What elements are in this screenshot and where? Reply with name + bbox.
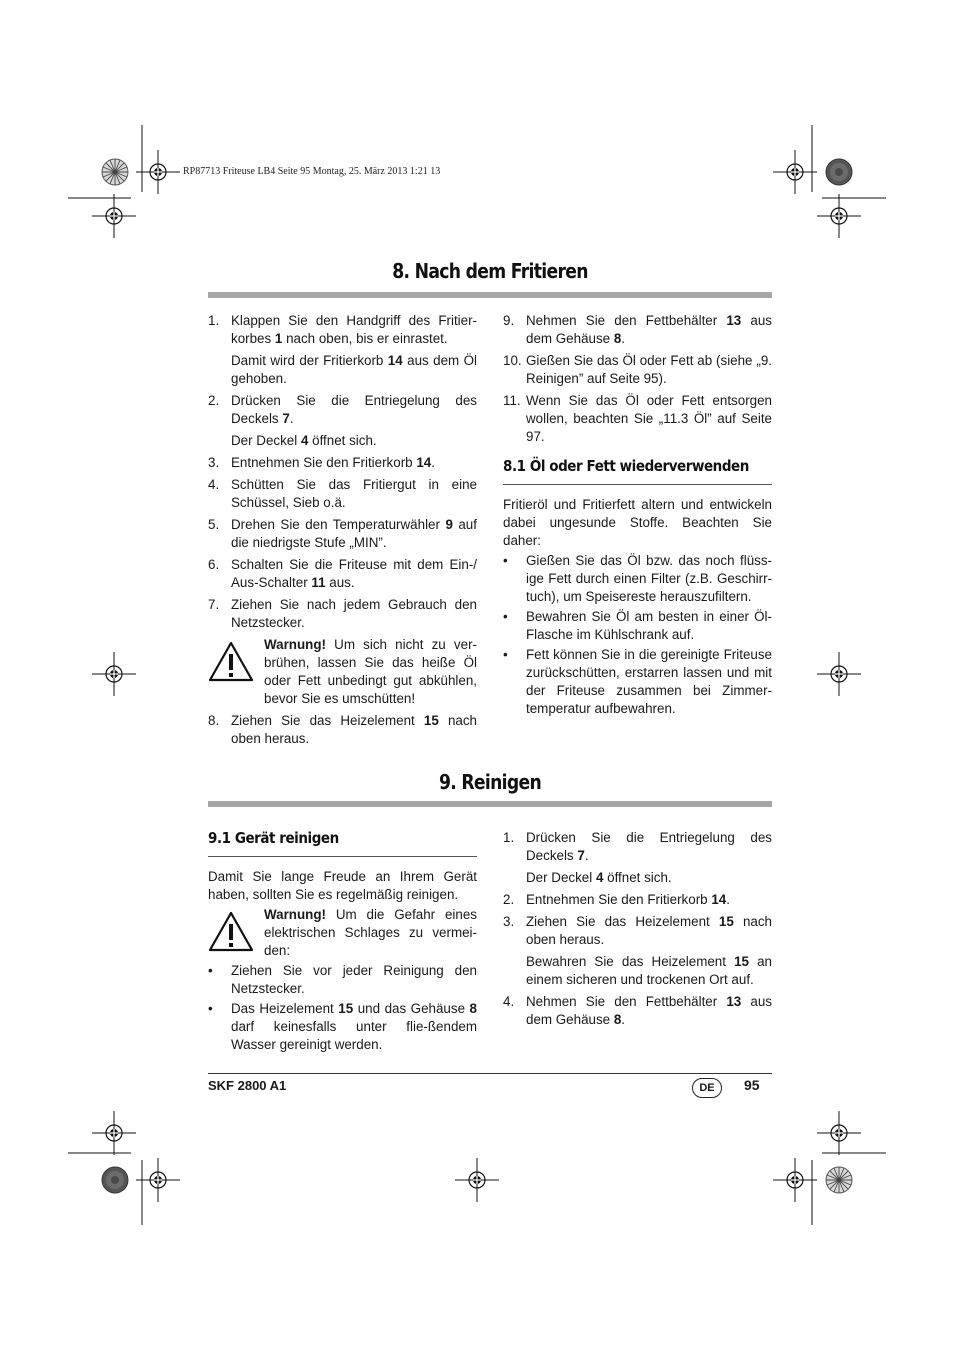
step-number: 2. <box>503 892 515 907</box>
section-9-right-column <box>503 829 772 1029</box>
step-text: Nehmen Sie den Fettbehälter 13 aus dem Gehäuse 8. <box>526 313 773 346</box>
step-3-note: Bewahren Sie das Heizelement 15 an einem sicheren und trockenen Ort auf. <box>526 954 772 987</box>
step-text: Entnehmen Sie den Fritierkorb 14. <box>231 455 435 470</box>
step-number: 7. <box>208 597 220 612</box>
step-text: Drehen Sie den Temperaturwähler 9 auf die niedrigste Stufe „MIN”. <box>231 517 477 550</box>
bullet-item <box>503 646 772 718</box>
footer-rule <box>208 1073 772 1074</box>
step-3 <box>208 454 477 472</box>
warning-block <box>208 906 477 960</box>
step-text: Schütten Sie das Fritiergut in eine Schüssel, Sieb o.ä. <box>231 477 477 510</box>
step-number: 3. <box>503 914 515 929</box>
step-2 <box>208 392 477 428</box>
subsection-8-1-rule <box>503 484 772 485</box>
step-text: Ziehen Sie das Heizelement 15 nach oben heraus. <box>231 713 477 746</box>
bullet-glyph: • <box>503 553 508 568</box>
section-9-left-column <box>208 868 477 1054</box>
step-text: Schalten Sie die Friteuse mit dem Ein-/ Aus-Schalter 11 aus. <box>231 557 477 590</box>
step-1 <box>208 312 477 348</box>
bullet-glyph: • <box>208 963 213 978</box>
step-number: 2. <box>208 393 220 408</box>
paragraph: Damit Sie lange Freude an Ihrem Gerät haben, sollten Sie es regelmäßig reinigen. <box>208 869 477 902</box>
step-8 <box>208 712 477 748</box>
step-1-note: Damit wird der Fritierkorb 14 aus dem Öl gehoben. <box>231 353 477 386</box>
step-3 <box>503 913 772 949</box>
bullet-text: Ziehen Sie vor jeder Reinigung den Netzstecker. <box>231 963 477 996</box>
step-number: 6. <box>208 557 220 572</box>
step-number: 10. <box>503 353 522 368</box>
step-number: 4. <box>503 994 515 1009</box>
section-9-rule <box>208 801 772 807</box>
step-text: Drücken Sie die Entriegelung des Deckels 7. <box>231 393 477 426</box>
bullet-text: Fett können Sie in die gereinigte Friteuse zurückschütten, erstarren lassen und mit der Friteuse zusammen bei Zimmer-temperatur aufbewahren. <box>526 647 772 716</box>
bullet-text: Gießen Sie das Öl bzw. das noch flüss-ige Fett durch einen Filter (z.B. Geschirr-tuch), um Speisereste herauszufiltern. <box>526 553 772 604</box>
bullet-glyph: • <box>503 609 508 624</box>
bullet-glyph: • <box>208 1001 213 1016</box>
warning-text: Warnung! Um sich nicht zu ver-brühen, lassen Sie das heiße Öl oder Fett unbedingt gut abkühlen, bevor Sie es umschütten! <box>264 637 477 706</box>
bullet-text: Bewahren Sie Öl am besten in einer Öl-Flasche im Kühlschrank auf. <box>526 609 772 642</box>
step-4 <box>208 476 477 512</box>
step-9 <box>503 312 772 348</box>
step-text: Gießen Sie das Öl oder Fett ab (siehe „9. Reinigen” auf Seite 95). <box>526 353 772 386</box>
step-number: 3. <box>208 455 220 470</box>
subsection-8-1-title: 8.1 Öl oder Fett wiederverwenden <box>503 457 749 475</box>
step-number: 8. <box>208 713 220 728</box>
step-2 <box>503 891 772 909</box>
model-number: SKF 2800 A1 <box>208 1078 287 1093</box>
step-text: Nehmen Sie den Fettbehälter 13 aus dem Gehäuse 8. <box>526 994 773 1027</box>
section-8-rule <box>208 292 772 298</box>
step-6 <box>208 556 477 592</box>
step-2-note: Der Deckel 4 öffnet sich. <box>231 433 377 448</box>
step-5 <box>208 516 477 552</box>
warning-icon <box>208 910 254 952</box>
section-8-right-column <box>503 312 772 446</box>
step-number: 1. <box>208 313 220 328</box>
step-number: 9. <box>503 313 515 328</box>
bullet-item <box>208 1000 477 1054</box>
step-4 <box>503 993 772 1029</box>
step-number: 1. <box>503 830 515 845</box>
step-7 <box>208 596 477 632</box>
warning-text: Warnung! Um die Gefahr eines elektrischen Schlages zu vermei-den: <box>264 907 477 958</box>
print-slug: RP87713 Friteuse LB4 Seite 95 Montag, 25. März 2013 1:21 13 <box>183 166 441 177</box>
warning-icon <box>208 640 254 682</box>
step-10 <box>503 352 772 388</box>
language-badge: DE <box>692 1078 722 1098</box>
step-number: 11. <box>503 393 521 408</box>
subsection-8-1-body <box>503 496 772 718</box>
step-11 <box>503 392 772 446</box>
step-text: Drücken Sie die Entriegelung des Deckels 7. <box>526 830 772 863</box>
bullet-item <box>503 552 772 606</box>
subsection-9-1-title: 9.1 Gerät reinigen <box>208 829 339 847</box>
step-text: Ziehen Sie nach jedem Gebrauch den Netzstecker. <box>231 597 477 630</box>
warning-block <box>208 636 477 708</box>
section-8-title: 8. Nach dem Fritieren <box>392 259 588 283</box>
section-9-title: 9. Reinigen <box>438 770 542 794</box>
bullet-glyph: • <box>503 647 508 662</box>
bullet-item <box>503 608 772 644</box>
step-1-note: Der Deckel 4 öffnet sich. <box>526 870 672 885</box>
step-number: 5. <box>208 517 220 532</box>
step-text: Entnehmen Sie den Fritierkorb 14. <box>526 892 730 907</box>
step-1 <box>503 829 772 865</box>
step-text: Klappen Sie den Handgriff des Fritier-korbes 1 nach oben, bis er einrastet. <box>231 313 477 346</box>
step-text: Ziehen Sie das Heizelement 15 nach oben heraus. <box>526 914 772 947</box>
section-8-left-column <box>208 312 477 748</box>
page-number: 95 <box>744 1077 760 1093</box>
paragraph: Fritieröl und Fritierfett altern und entwickeln dabei ungesunde Stoffe. Beachten Sie daher: <box>503 497 772 548</box>
subsection-9-1-rule <box>208 856 477 857</box>
bullet-item <box>208 962 477 998</box>
step-text: Wenn Sie das Öl oder Fett entsorgen wollen, beachten Sie „11.3 Öl” auf Seite 97. <box>526 393 772 444</box>
step-number: 4. <box>208 477 220 492</box>
bullet-text: Das Heizelement 15 und das Gehäuse 8 darf keinesfalls unter flie-ßendem Wasser gereinigt werden. <box>231 1001 477 1052</box>
